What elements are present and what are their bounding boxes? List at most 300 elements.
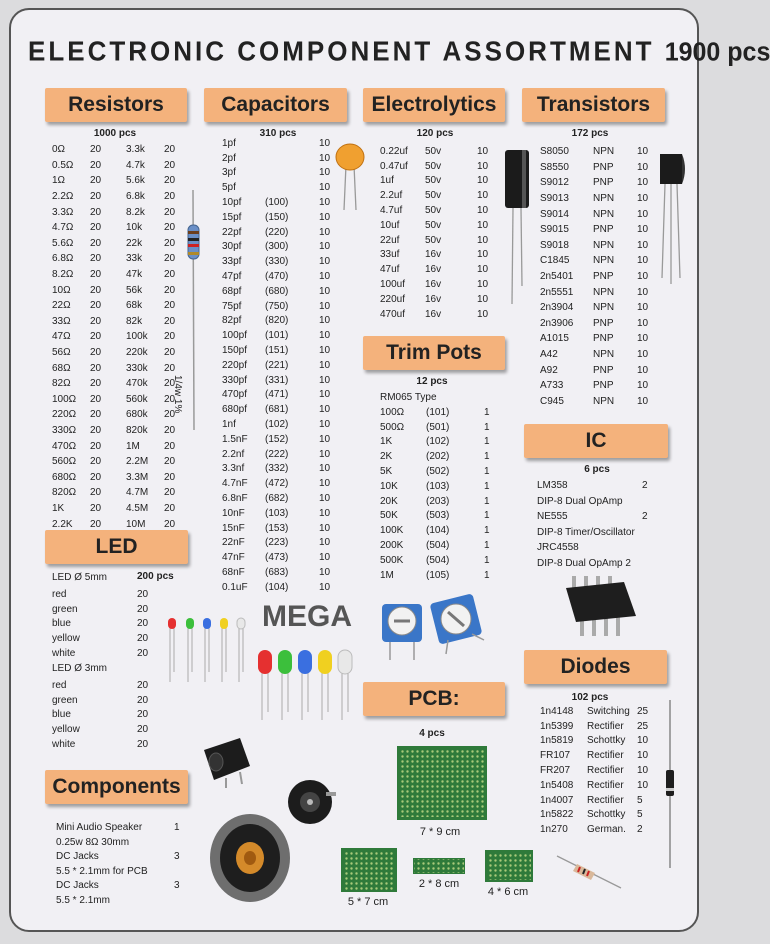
capacitor-row-cell: 680pf — [222, 404, 248, 416]
led-3mm-table — [52, 678, 157, 752]
capacitor-row-cell: 75pf — [222, 300, 242, 312]
trimpot-row — [380, 494, 502, 509]
led-3mm-row — [52, 693, 157, 708]
capacitor-row-cell: (331) — [265, 374, 289, 386]
transistor-row — [540, 300, 655, 316]
capacitor-row-cell: 10 — [319, 226, 331, 238]
transistor-row-cell: 10 — [637, 302, 649, 314]
diode-row-cell: FR207 — [540, 765, 571, 777]
led-5mm-row-cell: yellow — [52, 633, 80, 645]
led-5mm-row — [52, 631, 157, 646]
led-5mm-row-cell: 20 — [137, 633, 149, 645]
capacitor-row — [222, 343, 341, 358]
resistor-row — [52, 158, 182, 174]
capacitor-row-cell: 10nF — [222, 507, 245, 519]
resistor-row-cell: 330Ω — [52, 424, 77, 436]
resistor-row-cell: 20 — [90, 487, 102, 499]
transistor-row-cell: PNP — [593, 364, 614, 376]
resistor-row-cell: 20 — [90, 362, 102, 374]
resistor-row-cell: 6.8k — [126, 191, 145, 203]
led-header: LED — [45, 530, 188, 564]
diodes-header: Diodes — [524, 650, 667, 684]
resistor-row — [52, 407, 182, 423]
trimpot-row-cell: (104) — [426, 525, 450, 537]
capacitor-row — [222, 358, 341, 373]
led-count: 200 pcs — [137, 571, 174, 582]
electrolytic-row-cell: 2.2uf — [380, 190, 403, 202]
led-3mm-row — [52, 708, 157, 723]
trimpot-row-cell: 1 — [484, 569, 490, 581]
transistor-row-cell: PNP — [593, 224, 614, 236]
transistor-row-cell: 10 — [637, 146, 649, 158]
resistor-row-cell: 680k — [126, 409, 148, 421]
capacitor-row — [222, 580, 341, 595]
capacitor-row-cell: 10 — [319, 522, 331, 534]
electrolytic-row-cell: 50v — [425, 160, 442, 172]
diode-row-cell: 5 — [637, 809, 643, 821]
transistor-row-cell: S9012 — [540, 177, 569, 189]
resistor-row — [52, 189, 182, 205]
trimpot-row-cell: 1M — [380, 569, 394, 581]
electrolytic-row-cell: 4.7uf — [380, 205, 403, 217]
trimpot-row-cell: (105) — [426, 569, 450, 581]
resistor-row — [52, 267, 182, 283]
led-5mm-row-cell: green — [52, 603, 78, 615]
trimpot-row — [380, 435, 502, 450]
led-3mm-row-cell: 20 — [137, 694, 149, 706]
electrolytic-row-cell: 50v — [425, 234, 442, 246]
capacitor-row-cell: 100pf — [222, 330, 248, 342]
resistor-row-cell: 0.5Ω — [52, 159, 74, 171]
transistor-row-cell: 10 — [637, 193, 649, 205]
trimpot-row-cell: 1 — [484, 466, 490, 478]
capacitor-row-cell: 10 — [319, 389, 331, 401]
capacitor-row-cell: 2pf — [222, 152, 236, 164]
electrolytic-row-cell: 220uf — [380, 293, 406, 305]
electrolytic-row — [380, 174, 495, 189]
resistor-row-cell: 5.6Ω — [52, 237, 74, 249]
diode-row-cell: 10 — [637, 750, 649, 762]
capacitor-row-cell: (682) — [265, 493, 289, 505]
resistor-row-cell: 20 — [90, 284, 102, 296]
resistor-row-cell: 100Ω — [52, 393, 77, 405]
electrolytic-row-cell: 0.22uf — [380, 145, 408, 157]
resistor-row-cell: 8.2k — [126, 206, 145, 218]
transistor-row-cell: PNP — [593, 271, 614, 283]
resistor-row-cell: 68k — [126, 300, 143, 312]
capacitor-row-cell: (103) — [265, 507, 289, 519]
transistor-row-cell: 2n5551 — [540, 286, 574, 298]
ic-chip-image — [562, 572, 642, 642]
resistor-row-cell: 20 — [164, 471, 176, 483]
transistor-row-cell: NPN — [593, 286, 615, 298]
transistor-row — [540, 394, 655, 410]
resistor-image — [180, 190, 210, 450]
diode-row-cell: 10 — [637, 765, 649, 777]
led-5mm-row-cell: blue — [52, 618, 71, 630]
resistor-row — [52, 438, 182, 454]
transistor-row-cell: 10 — [637, 349, 649, 361]
capacitor-row-cell: (330) — [265, 256, 289, 268]
electrolytic-row — [380, 188, 495, 203]
capacitor-row-cell: 10 — [319, 271, 331, 283]
diode-row-cell: Rectifier — [587, 794, 624, 806]
resistor-row-cell: 20 — [164, 409, 176, 421]
trimpot-row-cell: 200K — [380, 540, 404, 552]
capacitor-row-cell: (473) — [265, 552, 289, 564]
transistor-row-cell: NPN — [593, 349, 615, 361]
resistor-row-cell: 20 — [90, 424, 102, 436]
trimpot-image — [376, 588, 496, 668]
capacitor-row-cell: 47pf — [222, 271, 242, 283]
capacitor-row-cell: 1.5nF — [222, 433, 248, 445]
resistor-row-cell: 20 — [90, 144, 102, 156]
capacitor-row — [222, 432, 341, 447]
electrolytic-row-cell: 22uf — [380, 234, 400, 246]
resistor-row — [52, 376, 182, 392]
resistor-row-cell: 20 — [90, 409, 102, 421]
resistor-row-cell: 20 — [90, 440, 102, 452]
transistor-row-cell: PNP — [593, 177, 614, 189]
dc-jack-pcb-image — [196, 732, 256, 792]
resistor-row-cell: 20 — [164, 331, 176, 343]
trimpot-row-cell: 100K — [380, 525, 404, 537]
led-3mm-row-cell: 20 — [137, 709, 149, 721]
resistor-row-cell: 680Ω — [52, 471, 77, 483]
led-3mm-row — [52, 722, 157, 737]
components-item: 0.25w 8Ω 30mm — [56, 836, 130, 848]
resistor-row-cell: 20 — [90, 471, 102, 483]
resistor-row-cell: 20 — [164, 284, 176, 296]
transistor-row-cell: S8050 — [540, 146, 569, 158]
capacitor-row-cell: 10 — [319, 419, 331, 431]
transistor-row — [540, 331, 655, 347]
capacitor-row-cell: (152) — [265, 433, 289, 445]
capacitor-row-cell: 10 — [319, 507, 331, 519]
trimpots-count: 12 pcs — [416, 376, 448, 387]
capacitor-row-cell: 10 — [319, 433, 331, 445]
trimpots-type: RM065 Type — [380, 392, 437, 403]
diode-row — [540, 822, 655, 837]
led-3mm-row-cell: red — [52, 679, 67, 691]
pcb-7x9-label: 7 * 9 cm — [419, 826, 461, 838]
resistor-row-cell: 22Ω — [52, 300, 71, 312]
resistor-row — [52, 485, 182, 501]
transistor-row — [540, 191, 655, 207]
resistor-row-cell: 20 — [90, 456, 102, 468]
transistor-row-cell: 10 — [637, 161, 649, 173]
capacitor-row-cell: 10 — [319, 256, 331, 268]
components-list — [56, 822, 180, 909]
pcb-2x8-label: 2 * 8 cm — [418, 878, 460, 890]
resistor-row-cell: 2.2M — [126, 456, 149, 468]
transistor-row-cell: A1015 — [540, 333, 569, 345]
trimpot-row-cell: (504) — [426, 554, 450, 566]
transistor-row-cell: 10 — [637, 395, 649, 407]
electrolytic-row-cell: 100uf — [380, 279, 406, 291]
transistor-row-cell: PNP — [593, 317, 614, 329]
resistor-row-cell: 1K — [52, 502, 65, 514]
trimpot-row-cell: (503) — [426, 510, 450, 522]
capacitor-row — [222, 447, 341, 462]
transistor-image — [656, 148, 690, 288]
transistor-row-cell: 10 — [637, 224, 649, 236]
transistor-row-cell: 10 — [637, 255, 649, 267]
electrolytic-row-cell: 0.47uf — [380, 160, 408, 172]
resistor-row-cell: 20 — [164, 502, 176, 514]
electrolytic-row-cell: 10 — [477, 160, 489, 172]
capacitor-row — [222, 521, 341, 536]
capacitor-row — [222, 491, 341, 506]
capacitor-row-cell: (150) — [265, 211, 289, 223]
capacitor-row-cell: 10 — [319, 552, 331, 564]
trimpot-row-cell: (501) — [426, 421, 450, 433]
resistor-row-cell: 20 — [164, 315, 176, 327]
transistor-row-cell: 10 — [637, 380, 649, 392]
electrolytics-count: 120 pcs — [416, 128, 454, 139]
capacitor-row-cell: (100) — [265, 197, 289, 209]
capacitor-row — [222, 417, 341, 432]
capacitor-row-cell: (750) — [265, 300, 289, 312]
diode-row-cell: German. — [587, 824, 626, 836]
resistor-row — [52, 173, 182, 189]
resistor-row-cell: 20 — [164, 347, 176, 359]
trimpot-row-cell: 1 — [484, 421, 490, 433]
electrolytic-row — [380, 248, 495, 263]
resistor-row-cell: 10Ω — [52, 284, 71, 296]
led-5mm-row — [52, 602, 157, 617]
resistor-row — [52, 236, 182, 252]
trimpot-row-cell: 500Ω — [380, 421, 405, 433]
capacitor-row — [222, 240, 341, 255]
transistor-row-cell: A733 — [540, 380, 564, 392]
trimpot-row — [380, 479, 502, 494]
resistor-row-cell: 820k — [126, 424, 148, 436]
resistor-rating: 1/4w 1% — [172, 375, 183, 414]
transistor-row — [540, 253, 655, 269]
pcb-5x7-image — [339, 846, 399, 894]
capacitor-row-cell: 22pf — [222, 226, 242, 238]
capacitor-row — [222, 402, 341, 417]
resistor-row-cell: 1M — [126, 440, 140, 452]
electrolytic-row — [380, 159, 495, 174]
trimpot-row-cell: (103) — [426, 480, 450, 492]
transistor-row-cell: NPN — [593, 395, 615, 407]
resistor-row-cell: 20 — [164, 237, 176, 249]
resistor-row-cell: 100k — [126, 331, 148, 343]
resistor-row-cell: 20 — [90, 237, 102, 249]
trimpot-row-cell: 1 — [484, 525, 490, 537]
capacitor-row-cell: 82pf — [222, 315, 242, 327]
transistor-row-cell: PNP — [593, 333, 614, 345]
resistor-row-cell: 20 — [164, 253, 176, 265]
transistor-row-cell: 10 — [637, 364, 649, 376]
transistor-row-cell: S9018 — [540, 239, 569, 251]
resistor-row — [52, 314, 182, 330]
capacitor-row-cell: (471) — [265, 389, 289, 401]
resistor-row — [52, 204, 182, 220]
led-image — [160, 612, 360, 722]
transistor-row-cell: 10 — [637, 286, 649, 298]
capacitors-count: 310 pcs — [259, 128, 297, 139]
resistor-row-cell: 20 — [90, 300, 102, 312]
resistor-row-cell: 3.3Ω — [52, 206, 74, 218]
trimpot-row-cell: 1 — [484, 480, 490, 492]
capacitor-row-cell: 10 — [319, 345, 331, 357]
resistor-row-cell: 330k — [126, 362, 148, 374]
led-5mm-row — [52, 617, 157, 632]
transistor-row-cell: NPN — [593, 193, 615, 205]
capacitor-row-cell: (300) — [265, 241, 289, 253]
capacitor-row-cell: 10 — [319, 315, 331, 327]
resistor-row-cell: 20 — [90, 315, 102, 327]
resistor-row — [52, 329, 182, 345]
capacitor-row-cell: 5pf — [222, 182, 236, 194]
capacitor-row — [222, 314, 341, 329]
trimpot-row — [380, 509, 502, 524]
capacitor-row — [222, 506, 341, 521]
resistor-row-cell: 5.6k — [126, 175, 145, 187]
capacitor-row — [222, 388, 341, 403]
diode-row-cell: 1n5408 — [540, 779, 574, 791]
led-5mm-row-cell: 20 — [137, 603, 149, 615]
transistors-header: Transistors — [522, 88, 665, 122]
mega-label: MEGA — [262, 600, 352, 633]
transistor-row-cell: NPN — [593, 208, 615, 220]
capacitor-row-cell: 6.8nF — [222, 493, 248, 505]
trimpot-row-cell: (502) — [426, 466, 450, 478]
resistor-row-cell: 0Ω — [52, 144, 66, 156]
resistor-row-cell: 20 — [90, 331, 102, 343]
capacitor-row-cell: (104) — [265, 581, 289, 593]
resistor-row-cell: 470Ω — [52, 440, 77, 452]
transistors-table — [540, 144, 655, 409]
transistor-row-cell: 2n3904 — [540, 302, 574, 314]
led-5mm-row — [52, 587, 157, 602]
capacitor-row-cell: 3.3nf — [222, 463, 245, 475]
diode-row-cell: 5 — [637, 794, 643, 806]
small-resistor-image — [555, 852, 625, 892]
diode-row — [540, 763, 655, 778]
led-5mm-row-cell: 20 — [137, 618, 149, 630]
components-item: 5.5 * 2.1mm for PCB — [56, 865, 148, 877]
pcb-count: 4 pcs — [419, 728, 445, 739]
transistor-row-cell: 10 — [637, 177, 649, 189]
ic-line: NE555 2 — [537, 511, 648, 522]
transistor-row-cell: NPN — [593, 239, 615, 251]
capacitor-row-cell: 10 — [319, 285, 331, 297]
electrolytic-row-cell: 470uf — [380, 308, 406, 320]
transistor-row-cell: PNP — [593, 161, 614, 173]
capacitor-row-cell: 10 — [319, 211, 331, 223]
capacitor-row-cell: 10 — [319, 448, 331, 460]
transistor-row-cell: 2n3906 — [540, 317, 574, 329]
capacitor-row-cell: (151) — [265, 345, 289, 357]
pcb-4x6-image — [483, 848, 535, 884]
trimpot-row-cell: 1 — [484, 495, 490, 507]
resistor-row-cell: 4.5M — [126, 502, 149, 514]
resistor-row-cell: 3.3M — [126, 471, 149, 483]
transistor-row-cell: NPN — [593, 302, 615, 314]
trimpot-row-cell: 500K — [380, 554, 404, 566]
resistor-row-cell: 4.7M — [126, 487, 149, 499]
resistor-row-cell: 20 — [90, 222, 102, 234]
led-5mm-label: LED Ø 5mm — [52, 572, 108, 583]
electrolytic-row-cell: 16v — [425, 308, 442, 320]
electrolytic-row — [380, 262, 495, 277]
transistor-row — [540, 222, 655, 238]
capacitor-row — [222, 284, 341, 299]
transistor-row — [540, 347, 655, 363]
led-3mm-row-cell: 20 — [137, 724, 149, 736]
resistor-row-cell: 10M — [126, 518, 146, 530]
transistor-row-cell: NPN — [593, 146, 615, 158]
electrolytic-row-cell: 50v — [425, 219, 442, 231]
resistor-row-cell: 20 — [164, 378, 176, 390]
ic-line: DIP-8 Dual OpAmp — [537, 495, 623, 507]
capacitor-row — [222, 476, 341, 491]
trimpots-header: Trim Pots — [363, 336, 505, 370]
capacitor-row-cell: 10 — [319, 137, 331, 149]
resistor-row — [52, 454, 182, 470]
capacitor-row-cell: 15nF — [222, 522, 245, 534]
components-item: DC Jacks 3 — [56, 880, 180, 891]
pcb-7x9-image — [395, 744, 490, 824]
trimpot-row-cell: 100Ω — [380, 406, 405, 418]
resistor-row-cell: 33Ω — [52, 315, 71, 327]
capacitor-row-cell: 10 — [319, 300, 331, 312]
resistor-row-cell: 20 — [164, 269, 176, 281]
diode-row-cell: 10 — [637, 779, 649, 791]
ceramic-capacitor-image — [330, 135, 370, 210]
diode-row-cell: 2 — [637, 824, 643, 836]
electrolytic-row-cell: 10 — [477, 264, 489, 276]
diode-row — [540, 793, 655, 808]
resistor-row-cell: 33k — [126, 253, 143, 265]
trimpot-row-cell: 20K — [380, 495, 398, 507]
capacitor-row-cell: 470pf — [222, 389, 248, 401]
transistor-row-cell: C945 — [540, 395, 564, 407]
diode-row-cell: 10 — [637, 735, 649, 747]
diode-row — [540, 808, 655, 823]
resistor-row — [52, 251, 182, 267]
ic-count: 6 pcs — [584, 464, 610, 475]
trimpot-row-cell: 1 — [484, 406, 490, 418]
trimpots-table — [380, 405, 502, 583]
transistor-row-cell: 2n5401 — [540, 271, 574, 283]
transistor-row-cell: S8550 — [540, 161, 569, 173]
resistor-row — [52, 345, 182, 361]
capacitor-row-cell: 10 — [319, 197, 331, 209]
diodes-table — [540, 704, 655, 837]
resistors-table — [52, 142, 182, 532]
trimpot-row-cell: 1 — [484, 554, 490, 566]
trimpot-row-cell: (202) — [426, 451, 450, 463]
diode-row-cell: Schottky — [587, 735, 626, 747]
resistor-row — [52, 501, 182, 517]
capacitor-row-cell: 150pf — [222, 345, 248, 357]
capacitor-row — [222, 269, 341, 284]
capacitor-row-cell: 10 — [319, 463, 331, 475]
capacitor-row — [222, 166, 341, 181]
diode-row-cell: 25 — [637, 720, 649, 732]
components-item: Mini Audio Speaker 1 — [56, 822, 180, 833]
diode-row-cell: Rectifier — [587, 765, 624, 777]
resistor-row-cell: 20 — [164, 175, 176, 187]
led-5mm-row-cell: red — [52, 588, 67, 600]
diode-row-cell: 1n5399 — [540, 720, 574, 732]
transistor-row-cell: A92 — [540, 364, 558, 376]
